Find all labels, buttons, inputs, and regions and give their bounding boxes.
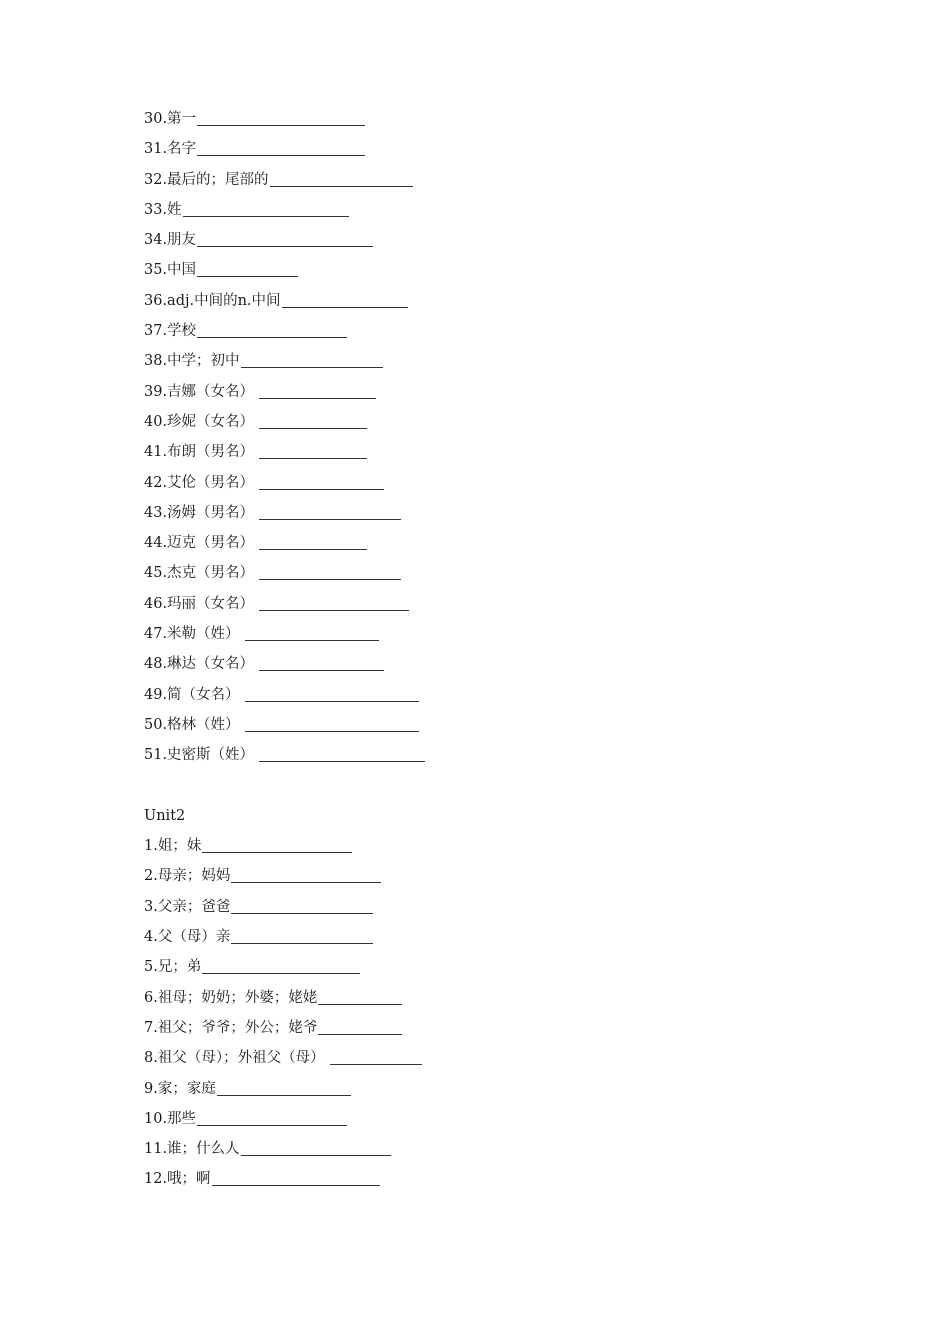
answer-blank[interactable] [259, 652, 384, 671]
vocab-item [144, 501, 425, 531]
answer-blank[interactable] [259, 410, 367, 429]
vocab-item [144, 925, 425, 955]
vocab-item [144, 228, 425, 258]
vocab-prompt: 36.adj.中间的n.中间 [144, 292, 281, 309]
answer-blank[interactable] [259, 561, 401, 580]
answer-blank[interactable] [245, 713, 419, 732]
vocab-item [144, 380, 425, 410]
vocab-item [144, 440, 425, 470]
vocab-prompt: 51.史密斯（姓） [144, 747, 255, 764]
vocab-item [144, 895, 425, 925]
vocab-item [144, 1167, 425, 1197]
vocab-prompt: 48.琳达（女名） [144, 656, 255, 673]
vocab-prompt: 45.杰克（男名） [144, 565, 255, 582]
unit2-heading: Unit2 [144, 807, 186, 824]
vocab-prompt: 4.父（母）亲 [144, 929, 231, 946]
vocab-prompt: 34.朋友 [144, 232, 197, 249]
vocab-item [144, 561, 425, 591]
answer-blank[interactable] [241, 1137, 391, 1156]
answer-blank[interactable] [212, 1167, 380, 1186]
vocab-prompt: 42.艾伦（男名） [144, 474, 255, 491]
vocab-prompt: 3.父亲；爸爸 [144, 898, 231, 915]
vocab-item [144, 1107, 425, 1137]
vocab-item [144, 592, 425, 622]
vocab-prompt: 5.兄；弟 [144, 959, 202, 976]
unit2-vocab-list [144, 834, 425, 1198]
answer-blank[interactable] [202, 834, 352, 853]
vocab-item [144, 743, 425, 773]
vocab-item [144, 137, 425, 167]
vocab-prompt: 44.迈克（男名） [144, 535, 255, 552]
answer-blank[interactable] [231, 864, 381, 883]
vocab-prompt: 9.家；家庭 [144, 1080, 216, 1097]
vocab-prompt: 39.吉娜（女名） [144, 383, 255, 400]
vocab-prompt: 11.谁；什么人 [144, 1141, 240, 1158]
vocab-prompt: 2.母亲；妈妈 [144, 868, 231, 885]
answer-blank[interactable] [197, 107, 365, 126]
answer-blank[interactable] [241, 349, 383, 368]
vocab-prompt: 12.哦；啊 [144, 1171, 211, 1188]
vocab-prompt: 43.汤姆（男名） [144, 504, 255, 521]
vocab-item [144, 713, 425, 743]
answer-blank[interactable] [259, 501, 401, 520]
vocab-item [144, 834, 425, 864]
vocab-item [144, 471, 425, 501]
vocab-prompt: 1.姐；妹 [144, 838, 202, 855]
vocab-prompt: 32.最后的；尾部的 [144, 171, 269, 188]
worksheet-page [144, 107, 425, 1198]
vocab-prompt: 31.名字 [144, 141, 197, 158]
vocab-item [144, 1016, 425, 1046]
vocab-item [144, 986, 425, 1016]
unit1-vocab-list [144, 107, 425, 774]
answer-blank[interactable] [259, 592, 409, 611]
answer-blank[interactable] [259, 471, 384, 490]
vocab-item [144, 410, 425, 440]
vocab-item [144, 289, 425, 319]
vocab-item [144, 1046, 425, 1076]
answer-blank[interactable] [318, 1016, 402, 1035]
vocab-prompt: 46.玛丽（女名） [144, 595, 255, 612]
answer-blank[interactable] [231, 895, 373, 914]
vocab-item [144, 258, 425, 288]
answer-blank[interactable] [197, 319, 347, 338]
vocab-prompt: 47.米勒（姓） [144, 626, 240, 643]
vocab-item [144, 107, 425, 137]
answer-blank[interactable] [330, 1046, 422, 1065]
answer-blank[interactable] [197, 258, 298, 277]
answer-blank[interactable] [217, 1077, 351, 1096]
answer-blank[interactable] [183, 198, 349, 217]
vocab-prompt: 30.第一 [144, 111, 197, 127]
answer-blank[interactable] [231, 925, 373, 944]
vocab-prompt: 35.中国 [144, 262, 197, 279]
answer-blank[interactable] [197, 137, 365, 156]
vocab-item [144, 864, 425, 894]
answer-blank[interactable] [245, 622, 379, 641]
vocab-prompt: 33.姓 [144, 201, 182, 218]
vocab-prompt: 50.格林（姓） [144, 716, 240, 733]
vocab-prompt: 8.祖父（母）；外祖父（母） [144, 1050, 325, 1067]
vocab-item [144, 168, 425, 198]
answer-blank[interactable] [259, 743, 425, 762]
vocab-prompt: 7.祖父；爷爷；外公；姥爷 [144, 1019, 318, 1036]
vocab-prompt: 40.珍妮（女名） [144, 413, 255, 430]
vocab-prompt: 49.简（女名） [144, 686, 240, 703]
vocab-item [144, 198, 425, 228]
vocab-item [144, 622, 425, 652]
vocab-item [144, 955, 425, 985]
vocab-prompt: 41.布朗（男名） [144, 444, 255, 461]
vocab-item [144, 349, 425, 379]
vocab-prompt: 37.学校 [144, 323, 197, 340]
answer-blank[interactable] [197, 1107, 347, 1126]
answer-blank[interactable] [245, 683, 419, 702]
answer-blank[interactable] [270, 168, 413, 187]
vocab-item [144, 531, 425, 561]
vocab-prompt: 38.中学；初中 [144, 353, 240, 370]
vocab-prompt: 10.那些 [144, 1110, 197, 1127]
vocab-item [144, 319, 425, 349]
vocab-prompt: 6.祖母；奶奶；外婆；姥姥 [144, 989, 318, 1006]
answer-blank[interactable] [318, 986, 402, 1005]
answer-blank[interactable] [282, 289, 408, 308]
answer-blank[interactable] [202, 955, 360, 974]
vocab-item [144, 1137, 425, 1167]
vocab-item [144, 652, 425, 682]
answer-blank[interactable] [259, 380, 376, 399]
vocab-item [144, 683, 425, 713]
vocab-item [144, 1077, 425, 1107]
answer-blank[interactable] [197, 228, 373, 247]
section-gap [144, 774, 425, 804]
answer-blank[interactable] [259, 440, 367, 459]
answer-blank[interactable] [259, 531, 367, 550]
